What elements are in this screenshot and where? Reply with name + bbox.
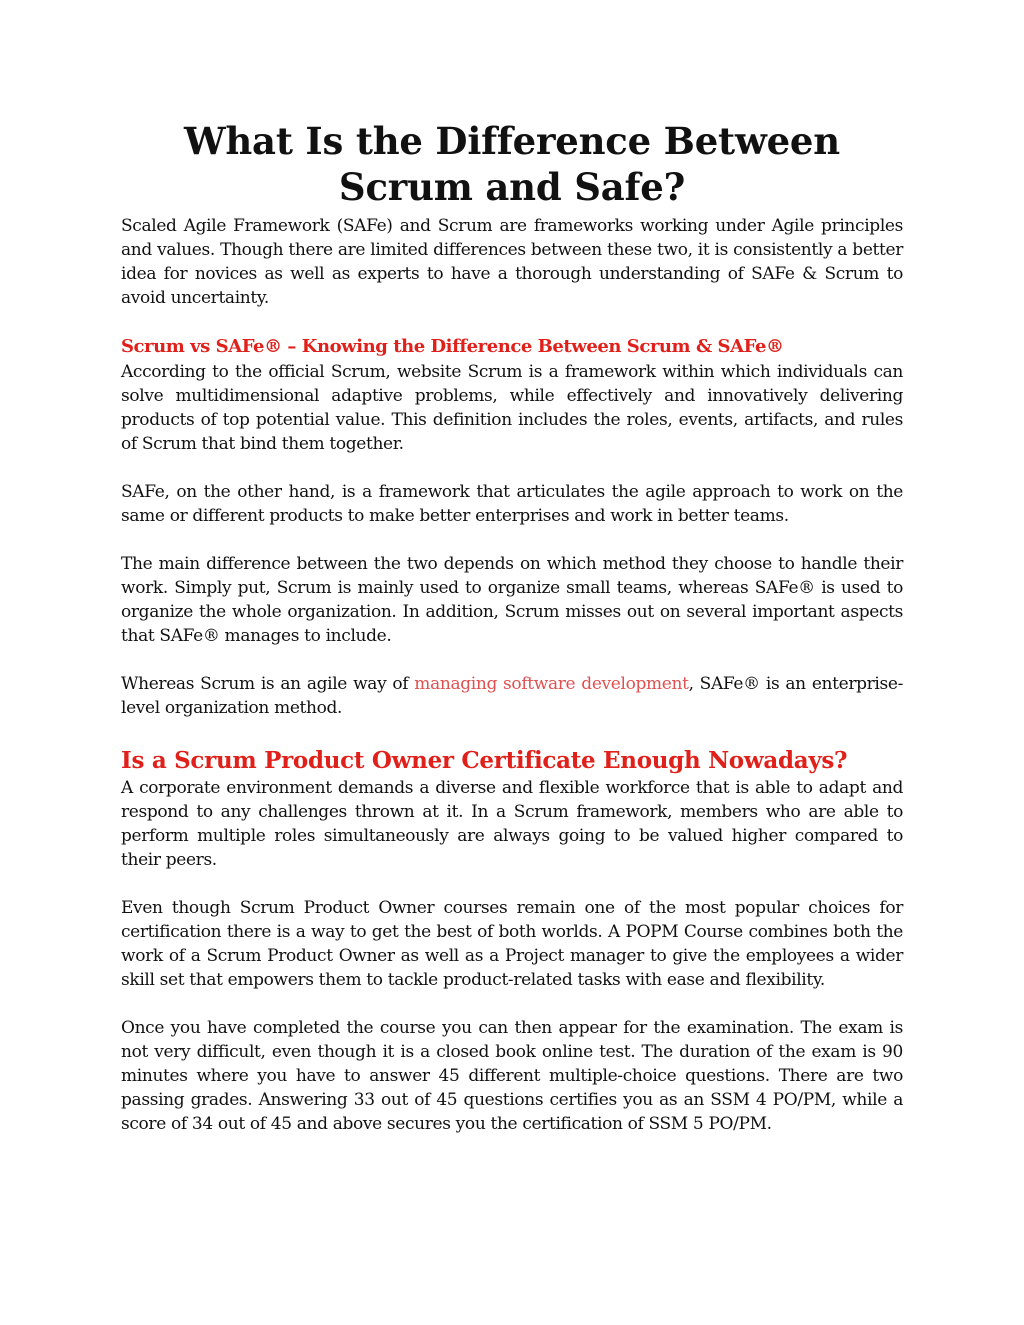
whereas-text-start: Whereas Scrum is an agile way of [121,674,415,694]
whereas-paragraph [121,672,903,720]
document-page [121,118,903,1136]
section-heading-product-owner: Is a Scrum Product Owner Certificate Enough Nowadays? [121,747,848,774]
managing-software-development-link[interactable]: managing software development [414,674,689,694]
examination-paragraph: Once you have completed the course you can then appear for the examination. The exam is not very difficult, even though it is a closed book online test. The duration of the exam is 90 minutes where you have to answer 45 different multiple-choice questions. There are two passing grades. Answering 33 out of 45 questions certifies you as an SSM 4 PO/PM, while a score of 34 out of 45 and above secures you the certification of SSM 5 PO/PM. [121,1018,903,1134]
safe-definition-paragraph: SAFe, on the other hand, is a framework that articulates the agile approach to work on the same or different products to make better enterprises and work in better teams. [121,482,903,526]
corporate-environment-paragraph: A corporate environment demands a diverse and flexible workforce that is able to adapt and respond to any challenges thrown at it. In a Scrum framework, members who are able to perform multiple roles simultaneously are always going to be valued higher compared to their peers. [121,778,903,870]
section-heading-scrum-vs-safe: Scrum vs SAFe® – Knowing the Difference Between Scrum & SAFe® [121,336,784,357]
whereas-text-end: , SAFe® is an enterprise-level organization method. [121,674,903,718]
main-difference-paragraph: The main difference between the two depends on which method they choose to handle their work. Simply put, Scrum is mainly used to organize small teams, whereas SAFe® is used to organize the whole organization. In addition, Scrum misses out on several important aspects that SAFe® manages to include. [121,554,903,646]
intro-paragraph: Scaled Agile Framework (SAFe) and Scrum are frameworks working under Agile principles and values. Though there are limited differences between these two, it is consistently a better idea for novices as well as experts to have a thorough understanding of SAFe & Scrum to avoid uncertainty. [121,216,903,308]
scrum-definition-paragraph: According to the official Scrum, website Scrum is a framework within which individuals can solve multidimensional adaptive problems, while effectively and innovatively delivering products of top potential value. This definition includes the roles, events, artifacts, and rules of Scrum that bind them together. [121,362,903,454]
popm-course-paragraph: Even though Scrum Product Owner courses remain one of the most popular choices for certification there is a way to get the best of both worlds. A POPM Course combines both the work of a Scrum Product Owner as well as a Project manager to give the employees a wider skill set that empowers them to tackle product-related tasks with ease and flexibility. [121,898,903,990]
page-title: What Is the Difference Between Scrum and Safe? [184,119,840,209]
